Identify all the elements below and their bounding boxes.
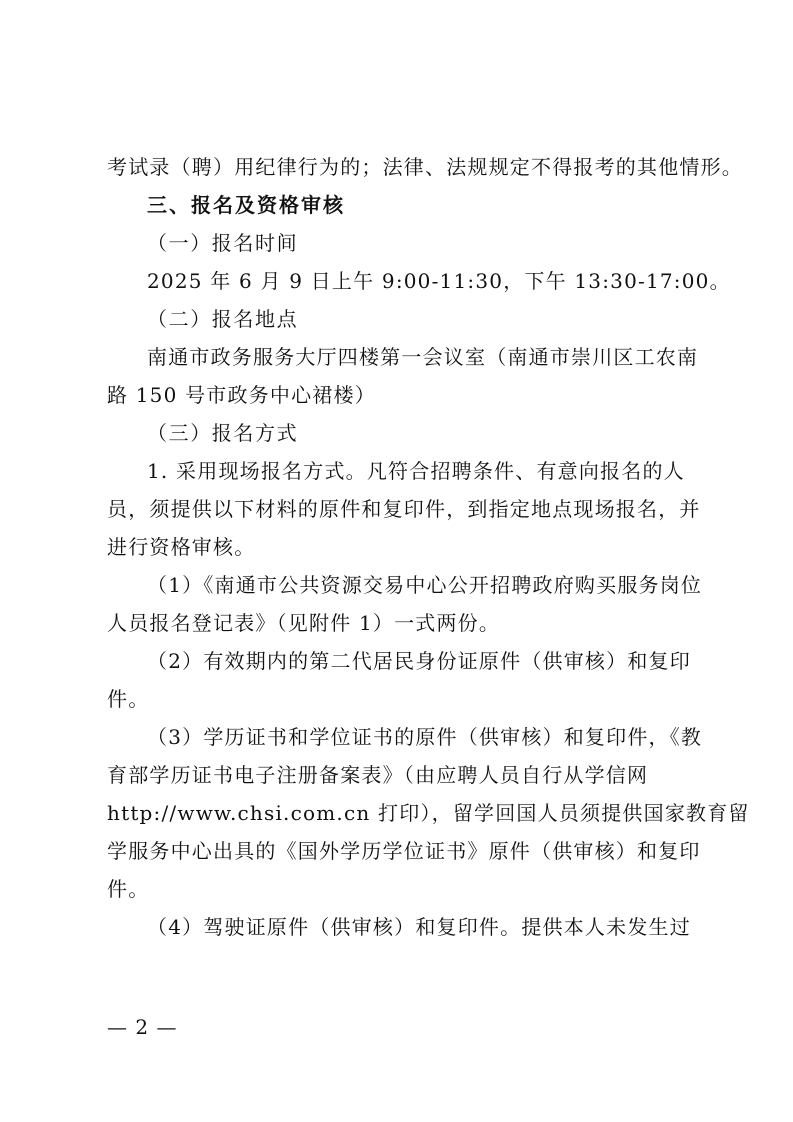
body-text-line: http://www.chsi.com.cn 打印），留学回国人员须提供国家教育留	[107, 801, 750, 825]
subsection-heading: （一）报名时间	[147, 231, 299, 255]
body-text-line: （1）《南通市公共资源交易中心公开招聘政府购买服务岗位	[147, 573, 703, 597]
body-text-line: 员，须提供以下材料的原件和复印件，到指定地点现场报名，并	[107, 497, 701, 521]
subsection-heading: （二）报名地点	[147, 307, 299, 331]
body-text-line: 人员报名登记表》（见附件 1）一式两份。	[107, 611, 501, 635]
body-text-line: 1. 采用现场报名方式。凡符合招聘条件、有意向报名的人	[147, 459, 685, 483]
subsection-heading: （三）报名方式	[147, 421, 299, 445]
body-text-line: 南通市政务服务大厅四楼第一会议室（南通市崇川区工农南	[147, 345, 699, 369]
body-text-line: 育部学历证书电子注册备案表》（由应聘人员自行从学信网	[107, 763, 649, 787]
body-text-line: （4）驾驶证原件（供审核）和复印件。提供本人未发生过	[147, 915, 691, 939]
body-text-line: 学服务中心出具的《国外学历学位证书》原件（供审核）和复印	[107, 839, 701, 863]
section-heading: 三、报名及资格审核	[147, 193, 345, 217]
body-text-line: 进行资格审核。	[107, 535, 256, 559]
body-text-line: 考试录（聘）用纪律行为的；法律、法规规定不得报考的其他情形。	[107, 155, 743, 179]
body-text-line: 2025 年 6 月 9 日上午 9:00-11:30，下午 13:30-17:00。	[147, 269, 731, 293]
body-text-line: （3）学历证书和学位证书的原件（供审核）和复印件，《教	[147, 725, 703, 749]
body-text-line: 件。	[107, 687, 150, 711]
body-text-line: 路 150 号市政务中心裙楼）	[107, 383, 376, 407]
body-text-line: 件。	[107, 877, 150, 901]
page-number: — 2 —	[107, 1015, 178, 1039]
body-text-line: （2）有效期内的第二代居民身份证原件（供审核）和复印	[147, 649, 691, 673]
